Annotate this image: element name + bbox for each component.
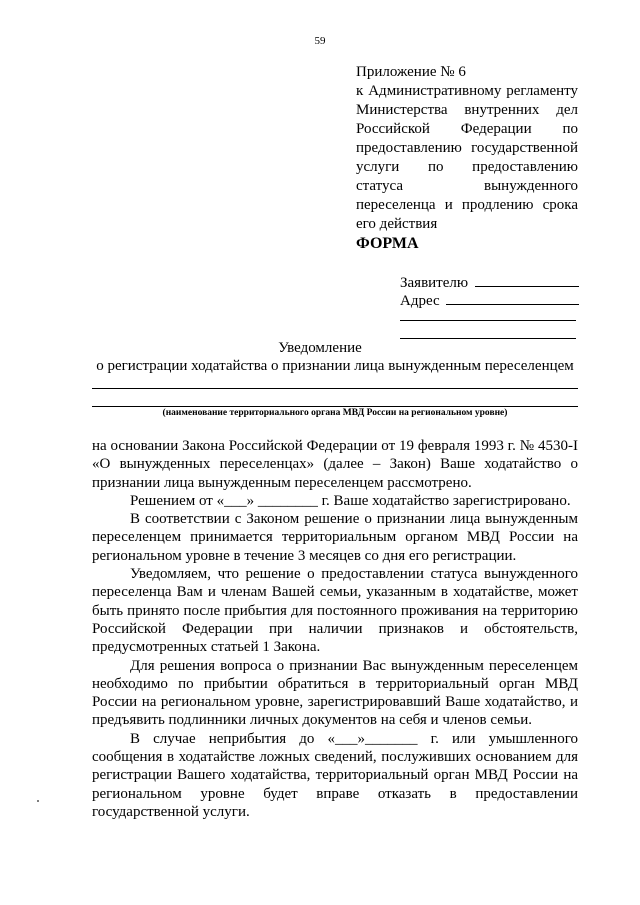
appendix-header — [356, 63, 578, 234]
appendix-line: предоставлению государственной — [356, 140, 578, 156]
appendix-line: Приложение № 6 — [356, 64, 466, 80]
appendix-line: его действия — [356, 216, 438, 232]
body-paragraph: Для решения вопроса о признании Вас вынужденным переселенцем необходимо по прибытии обратиться в территориальный орган МВД России на региональном уровне, зарегистрировавший Ваше ходатайство, и предъявить подлинники личных документов на себя и членов семьи. — [92, 657, 578, 729]
form-label: ФОРМА — [356, 235, 419, 252]
notice-title: Уведомление — [278, 340, 362, 356]
body-paragraph: В случае неприбытия до «___»_______ г. или умышленного сообщения в ходатайстве ложных сведений, послуживших основанием для регистрации Вашего ходатайства, территориальный орган МВД России на региональном уровне будет вправе отказать в предоставлении государственной услуги. — [92, 730, 578, 820]
appendix-line: услуги по предоставлению — [356, 159, 578, 175]
address-blank — [446, 290, 579, 305]
address-field — [400, 290, 579, 311]
appendix-line: Министерства внутренних дел — [356, 102, 578, 118]
address-blank-line — [400, 320, 576, 321]
body-paragraph: Решением от «___» ________ г. Ваше ходатайство зарегистрировано. — [130, 492, 571, 509]
body-paragraph: Уведомляем, что решение о предоставлении статуса вынужденного переселенца Вам и членам Вашей семьи, указанным в ходатайстве, может быть принято после прибытия для постоянного проживания на территорию Российской Федерации при наличии признаков и обстоятельств, предусмотренных статьей 1 Закона. — [92, 566, 578, 656]
applicant-blank — [475, 272, 579, 287]
authority-caption: (наименование территориального органа МВД России на региональном уровне) — [162, 408, 508, 418]
address-blank-line — [400, 338, 576, 339]
body-paragraph: на основании Закона Российской Федерации от 19 февраля 1993 г. № 4530-I «О вынужденных переселенцах» (далее – Закон) Ваше ходатайство о признании лица вынужденным переселенцем рассмотрено. — [92, 438, 578, 491]
appendix-line: Российской Федерации по — [356, 121, 578, 137]
body-paragraph: В соответствии с Законом решение о признании лица вынужденным переселенцем принимается территориальным органом МВД России на региональном уровне в течение 3 месяцев со дня его регистрации. — [92, 511, 578, 564]
applicant-label: Заявителю — [400, 275, 469, 291]
appendix-line: переселенца и продлению срока — [356, 197, 578, 213]
notice-subtitle: о регистрации ходатайства о признании лица вынужденным переселенцем — [96, 358, 574, 374]
scan-speck — [37, 800, 39, 802]
authority-blank-line — [92, 388, 578, 389]
address-label: Адрес — [400, 293, 440, 309]
appendix-line: к Административному регламенту — [356, 83, 578, 99]
appendix-line: статуса вынужденного — [356, 178, 578, 194]
authority-blank-line — [92, 406, 578, 407]
notice-body — [92, 437, 578, 821]
page-number: 59 — [314, 35, 326, 47]
